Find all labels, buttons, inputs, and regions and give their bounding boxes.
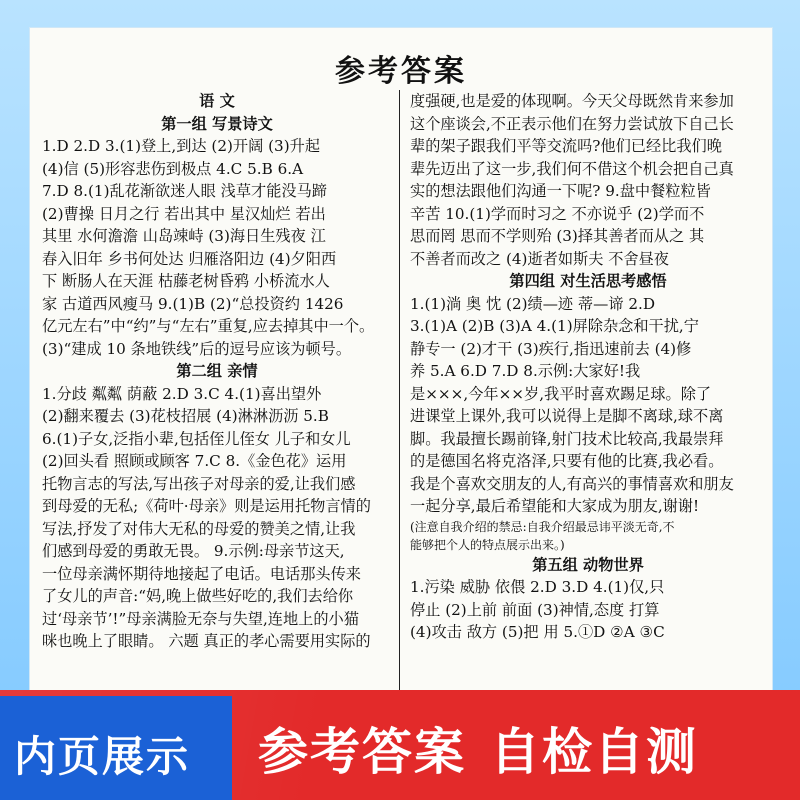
answer-line: 1.污染 威胁 依偎 2.D 3.D 4.(1)仅,只 [410,578,665,596]
answer-line: 思而罔 思而不学则殆 (3)择其善者而从之 其 [410,227,705,245]
answer-line: 了女儿的声音:“妈,晚上做些好吃的,我们去给你 [42,587,354,605]
answer-line: 进课堂上课外,我可以说得上是脚不离球,球不离 [410,407,724,425]
answer-line: (2)曹操 日月之行 若出其中 星汉灿烂 若出 [42,204,326,223]
answer-line: 下 断肠人在天涯 枯藤老树昏鸦 小桥流水人 [42,272,330,290]
answer-line: 1.(1)淌 奥 忱 (2)绩—迹 蒂—谛 2.D [410,294,656,313]
answer-line: 不善者而改之 (4)逝者如斯夫 不舍昼夜 [410,249,669,268]
section-header-1: 第一组 写景诗文 [161,114,273,133]
answer-line: 一起分享,最后希望能和大家成为朋友,谢谢! [410,497,700,515]
answer-line: 一位母亲满怀期待地接起了电话。电话那头传来 [42,564,361,583]
section-header-2: 第二组 亲情 [176,362,258,380]
tag-label: 内页展示 [14,732,191,781]
section-header-5: 第五组 动物世界 [532,555,644,574]
note-line: 能够把个人的特点展示出来。) [410,537,565,552]
note-line: (注意自我介绍的禁忌:自我介绍最忌讳平淡无奇,不 [410,519,675,534]
answer-line: 的是德国名将克洛泽,只要有他的比赛,我必看。 [410,452,724,470]
answer-line: 写法,抒发了对伟大无私的母爱的赞美之情,让我 [42,519,356,538]
inner-page-tag [0,696,232,800]
answer-line: (4)信 (5)形容悲伤到极点 4.C 5.B 6.A [42,159,304,178]
answer-line: 实的想法跟他们沟通一下呢? 9.盘中餐粒粒皆 [410,182,711,200]
slogan-part-b: 自检自测 [490,723,698,781]
answer-line: 辈先迈出了这一步,我们何不借这个机会把自己真 [410,159,734,178]
answer-line: 养 5.A 6.D 7.D 8.示例:大家好!我 [410,362,641,380]
answer-line: 1.D 2.D 3.(1)登上,到达 (2)开阔 (3)升起 [42,137,321,155]
banner-slogan [258,712,698,784]
answer-line: 辈的架子跟我们平等交流吗?他们已经比我们晚 [410,137,722,155]
answer-line: 我是个喜欢交朋友的人,有高兴的事情喜欢和朋友 [410,474,734,493]
answer-line: 3.(1)A (2)B (3)A 4.(1)屏除杂念和干扰,宁 [410,317,699,335]
answer-line: 这个座谈会,不正表示他们在努力尝试放下自己长 [410,114,734,133]
answer-line: (2)翻来覆去 (3)花枝招展 (4)淋淋沥沥 5.B [42,407,329,425]
answer-line: 托物言志的写法,写出孩子对母亲的爱,让我们感 [42,474,356,493]
answer-line: 停止 (2)上前 前面 (3)神情,态度 打算 [410,600,660,619]
section-header-4: 第四组 对生活思考感悟 [509,272,667,290]
answer-line: 7.D 8.(1)乱花渐欲迷人眼 浅草才能没马蹄 [42,182,327,200]
answer-line: 到母爱的无私;《荷叶·母亲》则是运用托物言情的 [42,497,371,515]
answer-line: 咪也晚上了眼睛。 六题 真正的孝心需要用实际的 [42,632,371,650]
answer-line: 亿元左右”中“约”与“左右”重复,应去掉其中一个。 [42,317,375,335]
answer-line: 们感到母爱的勇敢无畏。 9.示例:母亲节这天, [42,542,345,560]
answer-line: 其里 水何澹澹 山岛竦峙 (3)海日生残夜 江 [42,227,326,245]
answer-line: 过‘母亲节’!”母亲满脸无奈与失望,连地上的小猫 [42,609,359,628]
answer-line: (4)攻击 敌方 (5)把 用 5.①D ②A ③C [410,623,665,641]
column-divider [399,90,400,690]
answer-line: 1.分歧 粼粼 荫蔽 2.D 3.C 4.(1)喜出望外 [42,384,322,403]
answer-line: 家 古道西风瘦马 9.(1)B (2)“总投资约 1426 [42,294,344,313]
subject-heading: 语 文 [199,92,235,110]
answer-page [30,28,772,692]
answer-line: 6.(1)子女,泛指小辈,包括侄儿侄女 儿子和女儿 [42,429,351,448]
answer-line: 是×××,今年××岁,我平时喜欢踢足球。除了 [410,384,712,403]
left-column [42,90,392,690]
page-title: 参考答案 [335,54,467,89]
answer-line: (2)回头看 照顾或顾客 7.C 8.《金色花》运用 [42,452,347,470]
answer-line: 辛苦 10.(1)学而时习之 不亦说乎 (2)学而不 [410,204,705,223]
answer-line: 静专一 (2)才干 (3)疾行,指迅速前去 (4)修 [410,339,692,358]
promo-banner [0,690,800,800]
right-column [410,90,766,690]
slogan-part-a: 参考答案 [258,723,466,781]
answer-line: 度强硬,也是爱的体现啊。今天父母既然肯来参加 [410,92,734,110]
answer-line: (3)“建成 10 条地铁线”后的逗号应该为顿号。 [42,339,352,358]
answer-line: 春入旧年 乡书何处达 归雁洛阳边 (4)夕阳西 [42,249,337,268]
answer-line: 脚。我最擅长踢前锋,射门技术比较高,我最崇拜 [410,429,724,448]
